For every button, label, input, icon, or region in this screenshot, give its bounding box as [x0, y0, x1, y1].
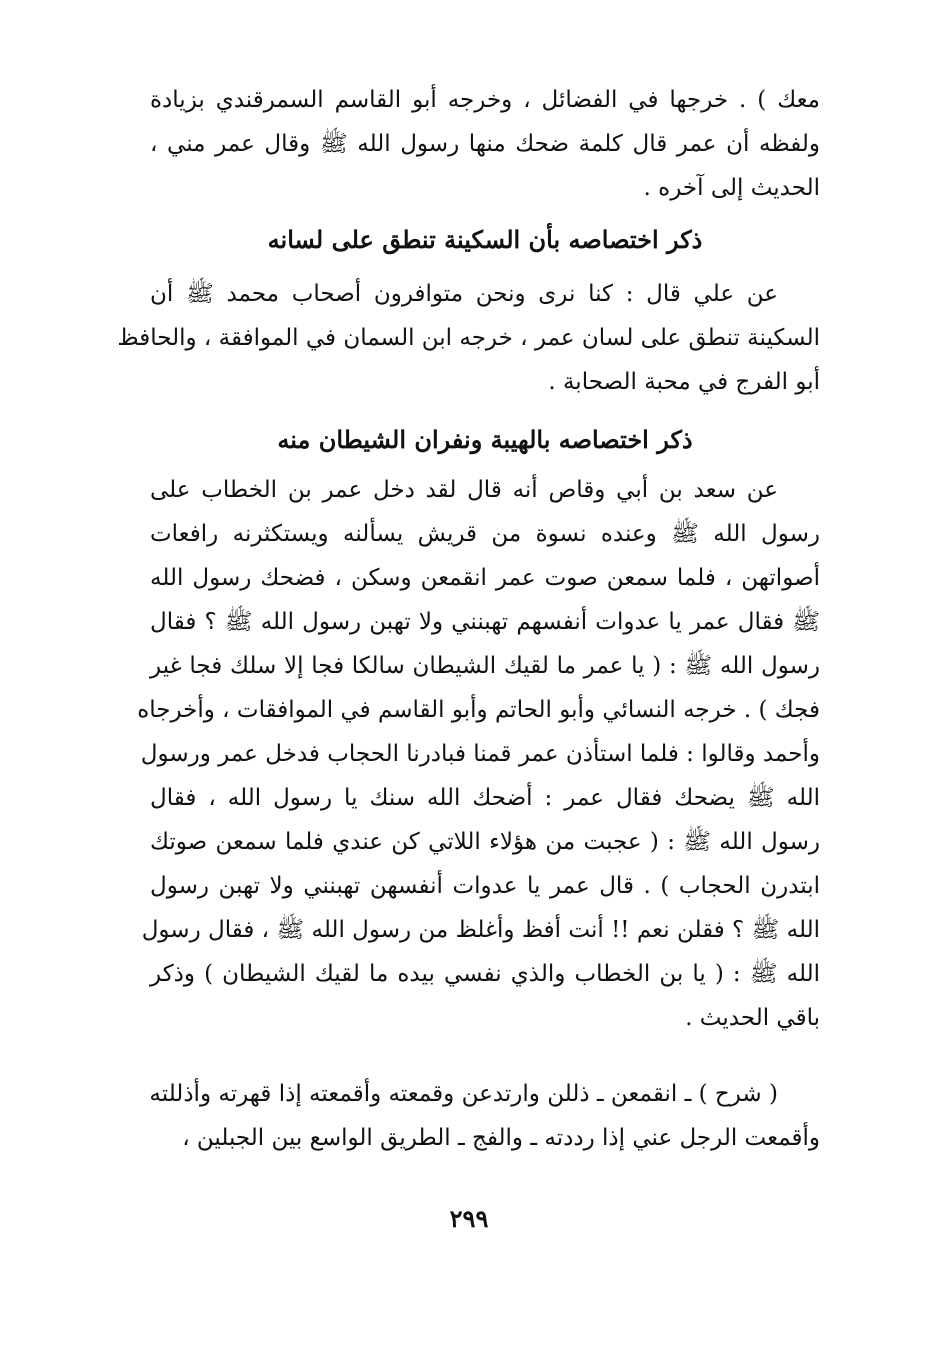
- text-line: رسول الله ﷺ : ( عجبت من هؤلاء اللاتي كن عندي فلما سمعن صوتك: [150, 829, 820, 855]
- text-line: الحديث إلى آخره .: [643, 175, 820, 201]
- text-line: باقي الحديث .: [685, 1005, 820, 1031]
- text-line: رسول الله ﷺ وعنده نسوة من قريش يسألنه ويستكثرنه رافعات: [150, 521, 820, 547]
- text-line: أصواتهن ، فلما سمعن صوت عمر انقمعن وسكن ، فضحك رسول الله: [150, 565, 820, 591]
- text-line: الله ﷺ ؟ فقلن نعم !! أنت أفظ وأغلظ من رسول الله ﷺ ، فقال رسول: [141, 917, 820, 943]
- section-heading-hayba: ذكر اختصاصه بالهيبة ونفران الشيطان منه: [277, 425, 693, 454]
- paragraph-hayba: [137, 468, 820, 1040]
- text-line: رسول الله ﷺ : ( يا عمر ما لقيك الشيطان سالكا فجا إلا سلك فجا غير: [150, 653, 820, 679]
- text-line: أبو الفرج في محبة الصحابة .: [548, 369, 820, 395]
- text-line: عن سعد بن أبي وقاص أنه قال لقد دخل عمر بن الخطاب على: [150, 477, 778, 503]
- text-line: ﷺ فقال عمر يا عدوات أنفسهم تهبنني ولا تهبن رسول الله ﷺ ؟ فقال: [150, 609, 820, 635]
- page-body: [117, 78, 820, 1160]
- paragraph-sakina: [117, 272, 820, 404]
- text-line: وأقمعت الرجل عني إذا رددته ـ والفج ـ الطريق الواسع بين الجبلين ،: [182, 1125, 820, 1151]
- text-line: معك ) . خرجها في الفضائل ، وخرجه أبو القاسم السمرقندي بزيادة: [150, 87, 820, 113]
- text-line: ولفظه أن عمر قال كلمة ضحك منها رسول الله ﷺ وقال عمر مني ،: [150, 131, 820, 157]
- text-line: عن علي قال : كنا نرى ونحن متوافرون أصحاب محمد ﷺ أن: [150, 281, 778, 307]
- intro-paragraph: [150, 78, 820, 210]
- footnote-explanation: [150, 1072, 820, 1160]
- section-heading-sakina: ذكر اختصاصه بأن السكينة تنطق على لسانه: [267, 225, 703, 254]
- text-line: ابتدرن الحجاب ) . قال عمر يا عدوات أنفسهن تهبنني ولا تهبن رسول: [150, 873, 820, 899]
- text-line: وأحمد وقالوا : فلما استأذن عمر قمنا فبادرنا الحجاب فدخل عمر ورسول: [140, 741, 820, 767]
- text-line: السكينة تنطق على لسان عمر ، خرجه ابن السمان في الموافقة ، والحافظ: [117, 325, 820, 351]
- text-line: الله ﷺ يضحك فقال عمر : أضحك الله سنك يا رسول الله ، فقال: [150, 785, 820, 811]
- page-number: ٢٩٩: [449, 1204, 489, 1233]
- text-line: فجك ) . خرجه النسائي وأبو الحاتم وأبو القاسم في الموافقات ، وأخرجاه: [137, 697, 820, 723]
- text-line: الله ﷺ : ( يا بن الخطاب والذي نفسي بيده ما لقيك الشيطان ) وذكر: [150, 961, 820, 987]
- text-line: ( شرح ) ـ انقمعن ـ ذللن وارتدعن وقمعته وأقمعته إذا قهرته وأذللته: [149, 1081, 778, 1107]
